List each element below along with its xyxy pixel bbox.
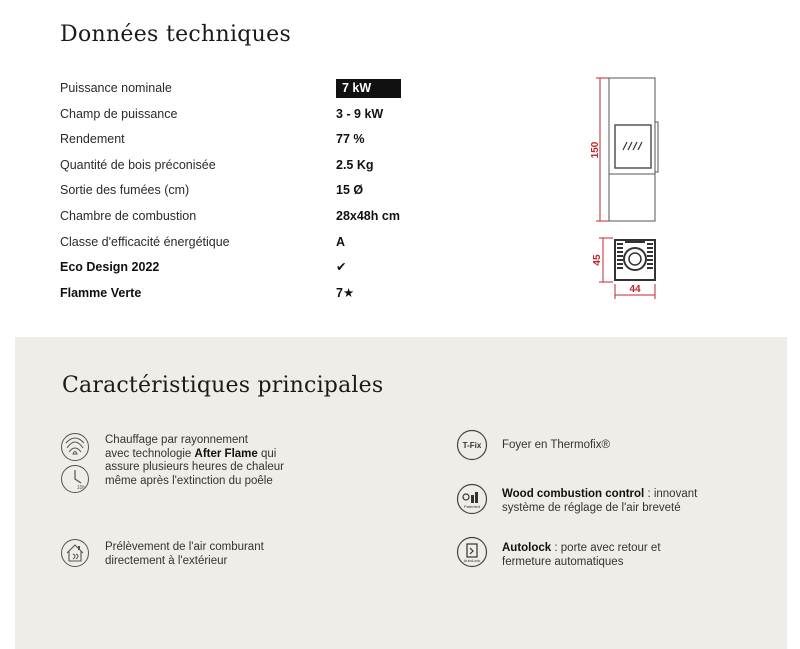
depth-dim-label: 45 <box>592 254 603 266</box>
feature-text-line: Foyer en Thermofix® <box>502 439 610 451</box>
features-title: Caractéristiques principales <box>62 373 384 398</box>
feature-text-line <box>502 542 661 556</box>
feature-text-line: Chauffage par rayonnement <box>105 434 248 446</box>
feature-text: qui <box>257 447 277 460</box>
feature-air-intake <box>105 541 264 568</box>
feature-autolock <box>502 542 661 569</box>
spec-value: 15 Ø <box>336 183 364 198</box>
feature-text-line: Prélèvement de l'air comburant <box>105 541 264 553</box>
spec-label: Flamme Verte <box>60 285 142 300</box>
stove-front-view <box>609 78 658 221</box>
feature-bold-text: Wood combustion control <box>502 488 645 500</box>
house-air-intake-icon <box>60 538 90 568</box>
technical-title: Données techniques <box>60 22 292 47</box>
timer-icon <box>60 464 90 494</box>
spec-value: 3 - 9 kW <box>336 106 384 121</box>
spec-value: 2.5 Kg <box>336 157 374 172</box>
tfix-icon-label: T-Fix <box>462 441 482 450</box>
spec-label: Rendement <box>60 132 125 147</box>
feature-wood-combustion <box>502 488 697 515</box>
spec-row <box>60 230 450 256</box>
feature-text-line <box>105 448 284 462</box>
spec-label: Puissance nominale <box>60 81 172 95</box>
feature-radiant-heat <box>105 434 284 488</box>
timer-icon-label: 10h <box>76 485 86 491</box>
spec-label: Sortie des fumées (cm) <box>60 183 190 198</box>
feature-text-line: fermeture automatiques <box>502 555 624 568</box>
spec-value: 77 % <box>336 132 365 147</box>
autolock-icon <box>456 536 488 568</box>
tfix-icon <box>456 429 488 461</box>
spec-label: Champ de puissance <box>60 106 178 121</box>
spec-value: 28x48h cm <box>336 208 400 223</box>
spec-label: Classe d'efficacité énergétique <box>60 234 230 249</box>
spec-label: Eco Design 2022 <box>60 260 160 275</box>
feature-thermofix <box>502 439 610 453</box>
spec-row <box>60 76 450 102</box>
spec-value: ✔ <box>336 260 347 275</box>
spec-row <box>60 178 450 204</box>
spec-row <box>60 153 450 179</box>
spec-label: Quantité de bois préconisée <box>60 157 216 172</box>
height-dim-label: 150 <box>590 141 601 159</box>
features-panel <box>15 337 787 649</box>
spec-row <box>60 281 450 307</box>
feature-bold-text: After Flame <box>194 447 258 460</box>
stove-technical-drawing <box>585 70 675 300</box>
feature-text-line: directement à l'extérieur <box>105 554 228 567</box>
feature-text: : innovant <box>644 488 698 500</box>
feature-text-line: même après l'extinction du poêle <box>105 474 273 487</box>
spec-row <box>60 127 450 153</box>
spec-value: 7★ <box>336 285 355 300</box>
width-dim-label: 44 <box>629 284 641 295</box>
spec-row <box>60 102 450 128</box>
spec-table <box>60 76 450 306</box>
spec-row <box>60 255 450 281</box>
feature-bold-text: Autolock <box>502 542 552 554</box>
feature-text-line: système de réglage de l'air breveté <box>502 501 681 514</box>
stove-top-view <box>615 240 655 280</box>
feature-text: : porte avec retour et <box>551 542 661 554</box>
spec-value: A <box>336 234 346 249</box>
feature-text-line <box>502 488 697 502</box>
wood-combustion-icon <box>456 483 488 515</box>
spec-value: 7 kW <box>336 79 401 98</box>
radiant-heat-icon <box>60 432 90 462</box>
autolock-icon-label: AutoLock <box>463 558 481 563</box>
spec-row <box>60 204 450 230</box>
feature-text: avec technologie <box>105 447 195 460</box>
spec-label: Chambre de combustion <box>60 208 197 223</box>
feature-text-line: assure plusieurs heures de chaleur <box>105 461 284 473</box>
patented-icon-label: Patented <box>463 504 481 509</box>
